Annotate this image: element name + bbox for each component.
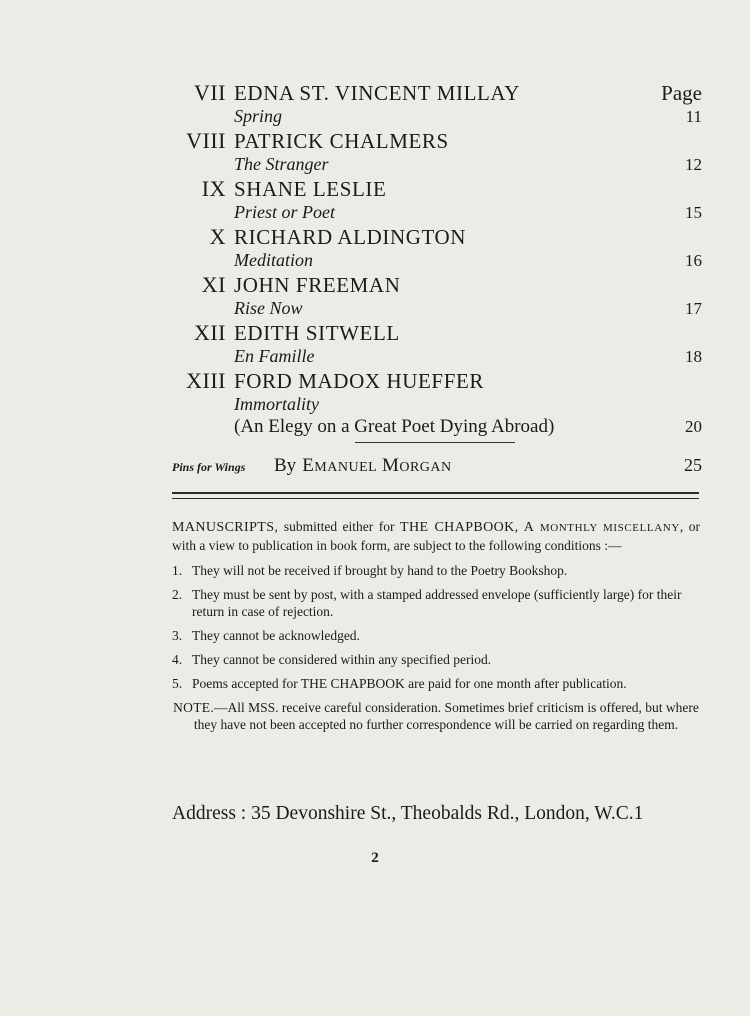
toc-entry (162, 368, 702, 440)
entry-numeral: VII (193, 80, 226, 105)
entry-title: Immortality (234, 394, 319, 414)
entry-page: 18 (685, 347, 702, 366)
pins-author: EMANUEL MORGAN (302, 455, 452, 476)
pins-title: Pins for Wings (172, 460, 246, 474)
entry-page: 15 (685, 203, 702, 222)
entry-page: 20 (685, 417, 702, 436)
entry-author: FORD MADOX HUEFFER (234, 369, 485, 393)
entry-page: 17 (685, 299, 702, 318)
entry-author: EDNA ST. VINCENT MILLAY (234, 81, 521, 105)
condition-item (172, 675, 700, 692)
submission-conditions (172, 518, 700, 733)
entry-author: RICHARD ALDINGTON (234, 225, 467, 249)
entry-subtitle: (An Elegy on a Great Poet Dying Abroad) (234, 416, 555, 437)
note-head: NOTE. (173, 700, 214, 715)
page-column-label: Page (661, 81, 702, 105)
entry-author: SHANE LESLIE (234, 177, 387, 201)
condition-text: They will not be received if brought by hand to the Poetry Bookshop. (192, 563, 568, 578)
pins-page: 25 (684, 455, 702, 475)
pins-by: By (274, 455, 297, 476)
condition-item (172, 651, 700, 668)
address: Address : 35 Devonshire St., Theobalds Rd., London, W.C.1 (172, 803, 644, 824)
condition-number: 1. (172, 563, 183, 578)
note-text: —All MSS. receive careful consideration. Sometimes brief criticism is offered, but where they have not been accepted no further correspondence will be carried on regarding them. (193, 700, 699, 732)
table-of-contents (162, 80, 702, 440)
condition-item (172, 586, 700, 620)
entry-author: PATRICK CHALMERS (234, 129, 449, 153)
condition-number: 5. (172, 676, 183, 691)
entry-title: Rise Now (234, 298, 303, 318)
entry-title: Meditation (234, 250, 313, 270)
page-number: 2 (371, 850, 379, 866)
entry-numeral: VIII (186, 128, 226, 153)
condition-text: They cannot be acknowledged. (192, 628, 360, 643)
condition-text: They must be sent by post, with a stamped addressed envelope (sufficiently large) for their return in case of rejection. (192, 587, 682, 619)
condition-text: Poems accepted for THE CHAPBOOK are paid for one month after publication. (192, 676, 627, 691)
pins-for-wings-entry (172, 455, 702, 477)
entry-title: En Famille (234, 346, 315, 366)
condition-text: They cannot be considered within any specified period. (192, 652, 492, 667)
entry-title: Priest or Poet (234, 202, 335, 222)
entry-numeral: XII (193, 320, 226, 345)
toc-entry (162, 320, 702, 368)
entry-page: 11 (685, 107, 702, 126)
entry-title: The Stranger (234, 154, 329, 174)
toc-entry (162, 272, 702, 320)
entry-numeral: XIII (186, 368, 226, 393)
entry-numeral: IX (201, 176, 226, 201)
condition-item (172, 562, 700, 579)
toc-entry (162, 224, 702, 272)
condition-number: 3. (172, 628, 183, 643)
entry-page: 16 (685, 251, 702, 270)
note (172, 699, 700, 733)
entry-title: Spring (234, 106, 283, 126)
toc-entry (162, 128, 702, 176)
condition-number: 4. (172, 652, 183, 667)
entry-numeral: X (209, 224, 226, 249)
condition-number: 2. (172, 587, 183, 602)
entry-numeral: XI (201, 272, 226, 297)
entry-author: EDITH SITWELL (234, 321, 400, 345)
short-divider (355, 442, 515, 443)
toc-entry (162, 80, 702, 128)
toc-entry (162, 176, 702, 224)
double-divider (172, 492, 699, 499)
conditions-intro: MANUSCRIPTS, submitted either for THE CHAPBOOK, A MONTHLY MISCELLANY, or with a view to publication in book form, are subject to the following conditions :— (172, 519, 700, 553)
entry-page: 12 (685, 155, 702, 174)
condition-item (172, 627, 700, 644)
entry-author: JOHN FREEMAN (234, 273, 401, 297)
